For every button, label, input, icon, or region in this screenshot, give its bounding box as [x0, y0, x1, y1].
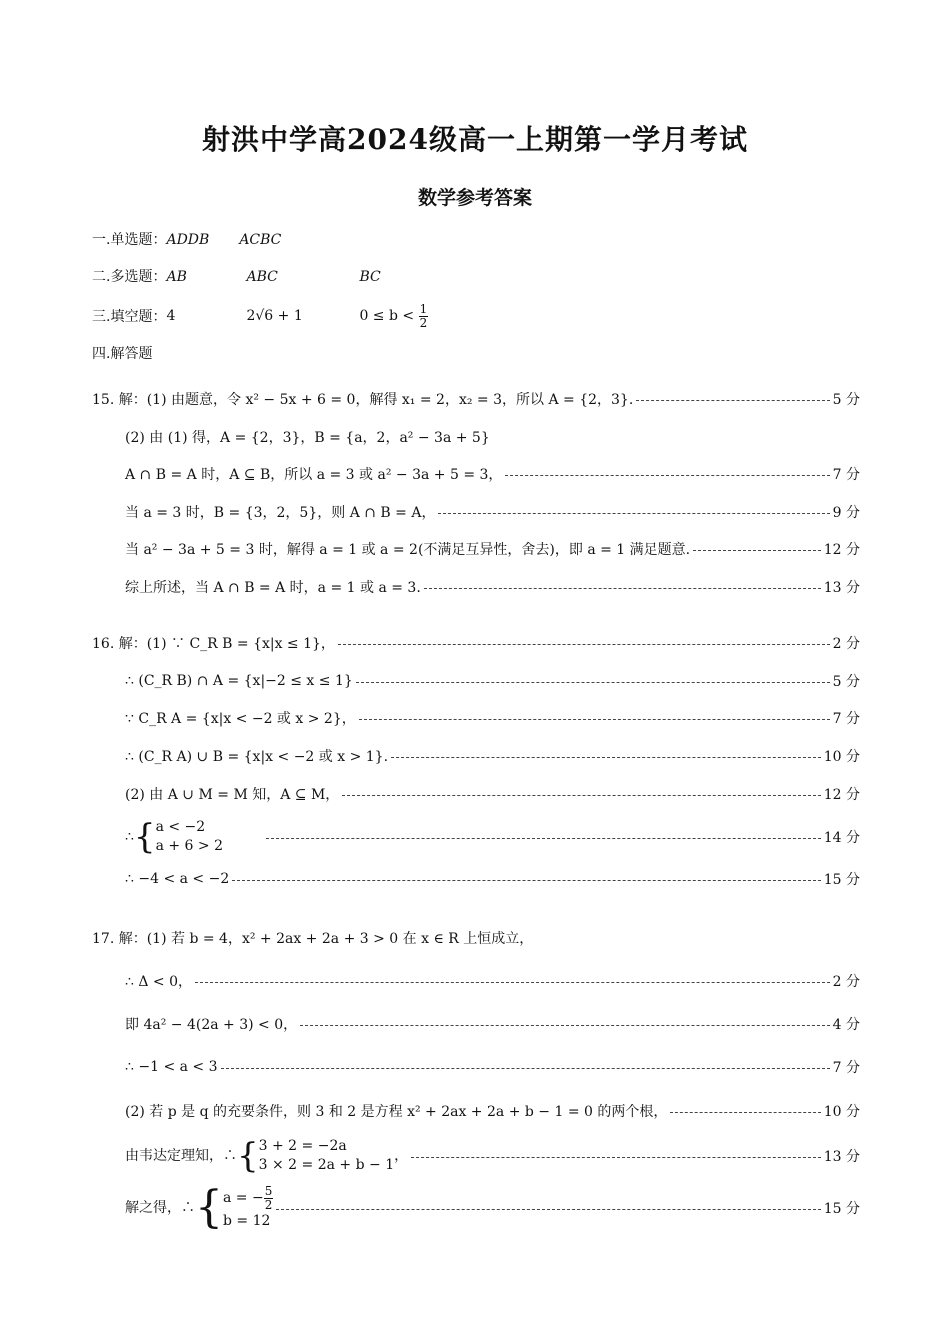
- single-choice-row: [92, 229, 281, 249]
- score: 4 分: [832, 1017, 860, 1033]
- fill-blank-answer-1: 4: [166, 308, 176, 324]
- page-subtitle: 数学参考答案: [417, 187, 532, 209]
- equation-system: { a < −2 a + 6 > 2: [133, 817, 223, 857]
- fill-blank-answer-3: 0 ≤ b < $\frac{1}{2}$: [359, 301, 428, 330]
- single-choice-answer-2: ACBC: [239, 232, 282, 248]
- q17-line-2: ∴ Δ < 0， 2 分: [125, 970, 860, 992]
- multi-choice-answer-1: AB: [166, 269, 187, 285]
- q16-line-7: ∴ −4 < a < −2 15 分: [125, 871, 860, 888]
- leader-dots: [438, 513, 829, 514]
- q16-line-3: ∵ C_R A = {x|x < −2 或 x > 2}， 7 分: [125, 707, 860, 729]
- leader-dots: [636, 400, 829, 401]
- score: 12 分: [823, 542, 860, 558]
- score: 2 分: [832, 974, 860, 990]
- q17-line-3: 即 4a² − 4(2a + 3) < 0， 4 分: [125, 1013, 860, 1035]
- score: 13 分: [823, 1149, 860, 1165]
- score: 9 分: [832, 505, 860, 521]
- q16-line-1: 16. 解：(1) ∵ C_R B = {x|x ≤ 1}， 2 分: [92, 632, 860, 654]
- single-choice-label: 一.单选题：: [92, 232, 167, 248]
- q16-line-5: (2) 由 A ∪ M = M 知，A ⊆ M， 12 分: [125, 783, 860, 805]
- score: 15 分: [823, 872, 860, 888]
- multi-choice-answer-2: ABC: [246, 269, 278, 285]
- equation-system: { 3 + 2 = −2a 3 × 2 = 2a + b − 1: [237, 1136, 395, 1176]
- solution-header: 四.解答题: [92, 346, 153, 362]
- leader-dots: [391, 757, 821, 758]
- q17-line-1: 17. 解：(1) 若 b = 4，x² + 2ax + 2a + 3 > 0 在 x ∈ R 上恒成立，: [92, 931, 534, 947]
- score: 7 分: [832, 1060, 860, 1076]
- q17-line-5: (2) 若 p 是 q 的充要条件，则 3 和 2 是方程 x² + 2ax + 2a + b − 1 = 0 的两个根， 10 分: [125, 1100, 860, 1122]
- multi-choice-label: 二.多选题：: [92, 269, 167, 285]
- leader-dots: [342, 795, 820, 796]
- leader-dots: [338, 644, 830, 645]
- score: 10 分: [823, 1104, 860, 1120]
- q15-line-1: 15. 解：(1) 由题意，令 x² − 5x + 6 = 0，解得 x₁ = 2，x₂ = 3，所以 A = {2，3}. 5 分: [92, 388, 860, 410]
- score: 14 分: [823, 830, 860, 846]
- leader-dots: [232, 880, 820, 881]
- multi-choice-answer-3: BC: [359, 269, 381, 285]
- q15-line-6: 综上所述，当 A ∩ B = A 时，a = 1 或 a = 3. 13 分: [125, 576, 860, 598]
- leader-dots: [359, 719, 830, 720]
- score: 13 分: [823, 580, 860, 596]
- page-title: 射洪中学高2024级高一上期第一学月考试: [202, 123, 748, 156]
- score: 12 分: [823, 787, 860, 803]
- fraction: $\frac{5}{2}$: [264, 1184, 273, 1212]
- score: 15 分: [823, 1201, 860, 1217]
- equation-system: { a = − $\frac{5}{2}$ b = 12: [195, 1182, 273, 1233]
- q16-line-6: ∴ { a < −2 a + 6 > 2 14 分: [125, 817, 860, 857]
- leader-dots: [356, 682, 830, 683]
- leader-dots: [221, 1068, 830, 1069]
- q15-line-2: (2) 由 (1) 得，A = {2，3}，B = {a，2，a² − 3a + 5}: [125, 430, 490, 446]
- q16-line-2: ∴ (C_R B) ∩ A = {x|−2 ≤ x ≤ 1} 5 分: [125, 673, 860, 690]
- leader-dots: [266, 838, 821, 839]
- q15-line-3: A ∩ B = A 时，A ⊆ B，所以 a = 3 或 a² − 3a + 5 = 3， 7 分: [125, 463, 860, 485]
- leader-dots: [505, 475, 829, 476]
- score: 7 分: [832, 711, 860, 727]
- q17-line-4: ∴ −1 < a < 3 7 分: [125, 1059, 860, 1076]
- q17-line-6: 由韦达定理知，∴ { 3 + 2 = −2a 3 × 2 = 2a + b − 1 ， 13 分: [125, 1136, 860, 1176]
- fill-blank-row: [92, 300, 428, 332]
- single-choice-answer-1: ADDB: [166, 232, 210, 248]
- leader-dots: [195, 982, 830, 983]
- leader-dots: [693, 550, 821, 551]
- q15-line-5: 当 a² − 3a + 5 = 3 时，解得 a = 1 或 a = 2(不满足互异性，舍去)，即 a = 1 满足题意. 12 分: [125, 538, 860, 560]
- score: 5 分: [832, 392, 860, 408]
- leader-dots: [411, 1157, 821, 1158]
- fill-blank-label: 三.填空题：: [92, 309, 167, 325]
- leader-dots: [276, 1209, 820, 1210]
- q16-line-4: ∴ (C_R A) ∪ B = {x|x < −2 或 x > 1}. 10 分: [125, 745, 860, 767]
- score: 2 分: [832, 636, 860, 652]
- fill-blank-answer-2: 2√6 + 1: [246, 308, 303, 324]
- leader-dots: [300, 1025, 830, 1026]
- score: 7 分: [832, 467, 860, 483]
- q17-line-7: 解之得，∴ { a = − $\frac{5}{2}$ b = 12 15 分: [125, 1182, 860, 1233]
- leader-dots: [670, 1112, 820, 1113]
- q15-line-4: 当 a = 3 时，B = {3，2，5}，则 A ∩ B = A， 9 分: [125, 501, 860, 523]
- score: 5 分: [832, 674, 860, 690]
- multi-choice-row: [92, 266, 381, 286]
- fraction: $\frac{1}{2}$: [419, 301, 428, 330]
- leader-dots: [424, 588, 821, 589]
- score: 10 分: [823, 749, 860, 765]
